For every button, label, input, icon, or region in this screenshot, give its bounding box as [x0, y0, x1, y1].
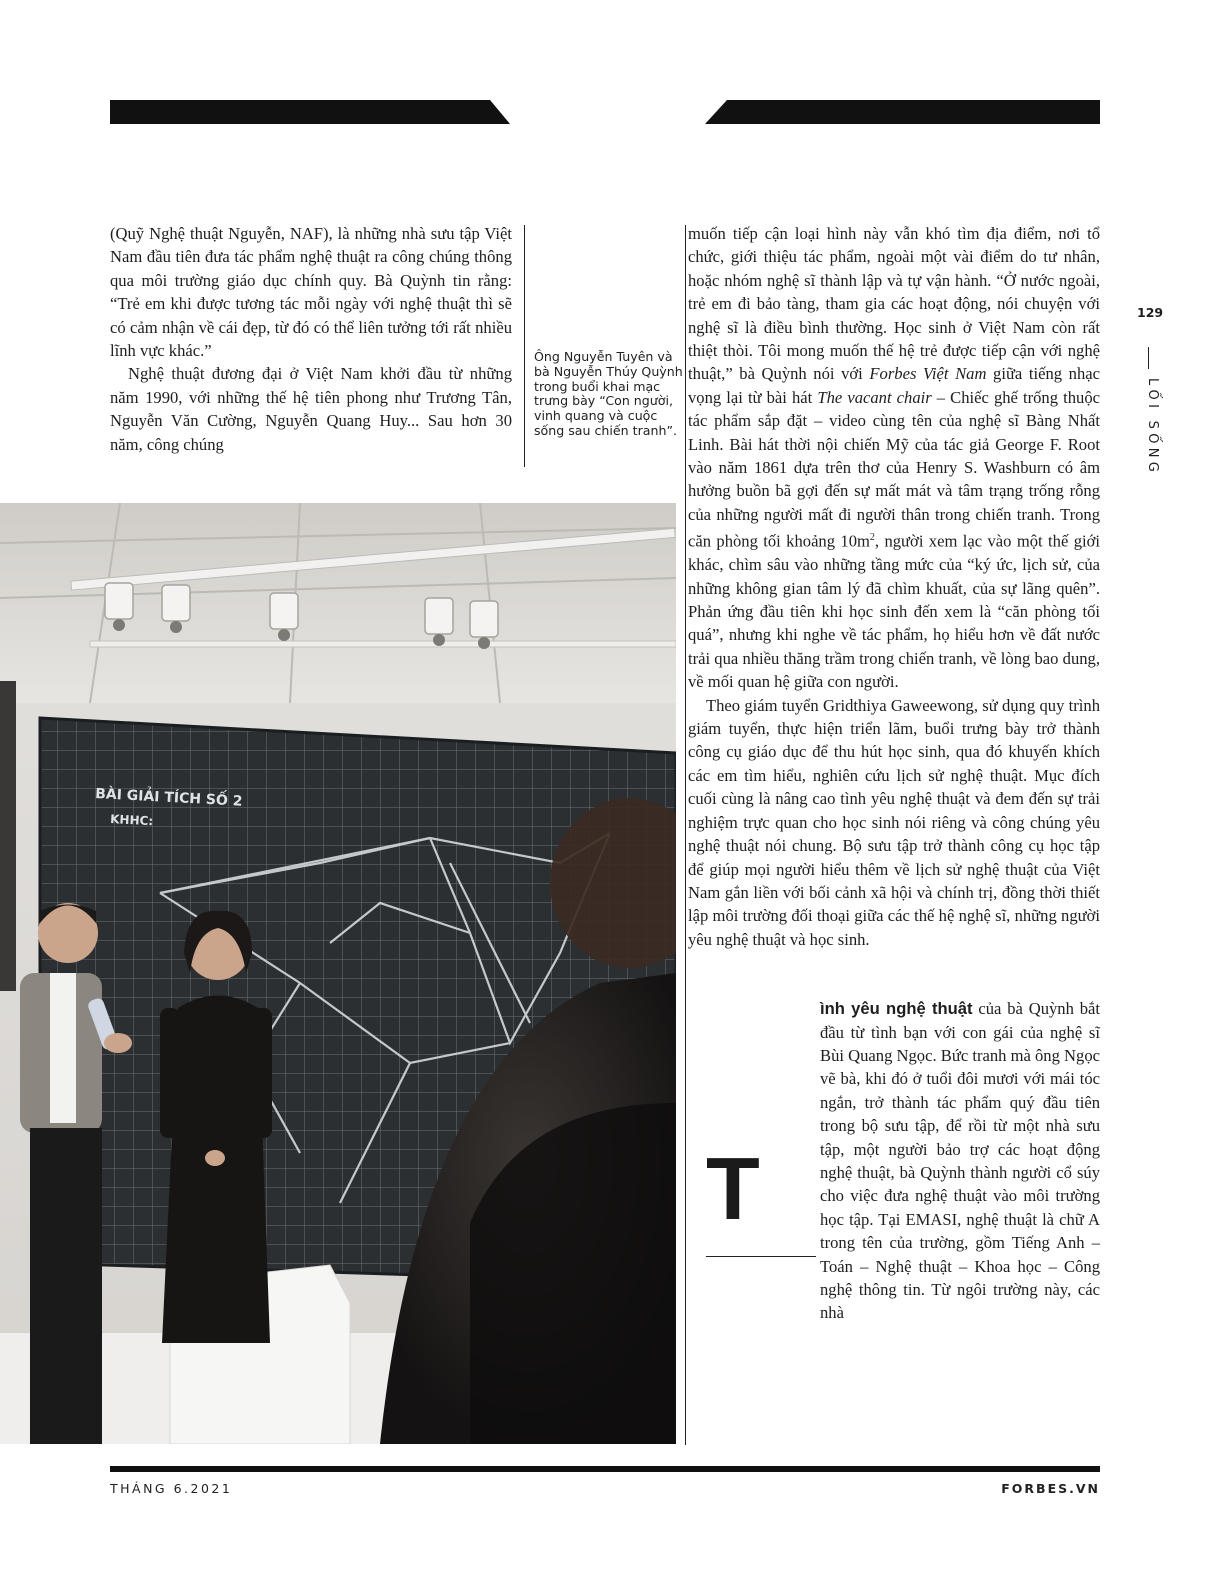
song-title: The vacant chair [817, 387, 932, 407]
right-paragraph-2: Theo giám tuyển Gridthiya Gaweewong, sử dụng quy trình giám tuyển, thực hiện triển lãm, buổi trưng bày trở thành công cụ giáo dục để thu hút học sinh, qua đó khuyến khích các em tìm hiểu, nghiên cứu lịch sử nghệ thuật. Mục đích cuối cùng là nâng cao tình yêu nghệ thuật và đem đến sự trải nghiệm trực quan cho học sinh nói riêng và công chúng yêu nghệ thuật nói chung. Bộ sưu tập trở thành công cụ học tập để giúp mọi người hiểu thêm về lịch sử nghệ thuật của Việt Nam gắn liền với bối cảnh xã hội và chính trị, đồng thời thiết lập môi trường đối thoại giữa các thế hệ nghệ sĩ, những người yêu nghệ thuật và học sinh. [688, 695, 1100, 949]
photo-caption: Ông Nguyễn Tuyên và bà Nguyễn Thúy Quỳnh trong buổi khai mạc trưng bày “Con người, vinh quang và cuộc sống sau chiến tranh”. [534, 349, 683, 438]
board-heading: BÀI GIẢI TÍCH SỐ 2 [94, 786, 243, 810]
issue-date: THÁNG 6.2021 [110, 1481, 233, 1496]
footer-rule [110, 1466, 1100, 1472]
site-url: FORBES.VN [1001, 1481, 1100, 1496]
right-paragraph-1-part-d: , người xem lạc vào một thế giới khác, chìm sâu vào những tầng mức của “ký ức, lịch sử, của những không gian tâm lý đã chìm khuất, của sự lãng quên”. Phản ứng đầu tiên khi học sinh đến xem là “căn phòng tối quá”, nhưng khi nghe về tác phẩm, họ hiểu hơn về đất nước trải qua nhiều thăng trầm trong chiến tranh, về lòng bao dung, về mối quan hệ giữa con người. [688, 531, 1100, 692]
board-subheading: KHHC: [109, 812, 154, 829]
right-paragraph-1 [688, 222, 1100, 694]
drop-cap-block [700, 1139, 820, 1260]
drop-cap-rule [706, 1256, 816, 1257]
column-divider [685, 225, 686, 1445]
header-bar-right [705, 100, 1100, 124]
right-paragraph-3-body: của bà Quỳnh bắt đầu từ tình bạn với con gái của nghệ sĩ Bùi Quang Ngọc. Bức tranh mà ông Ngọc vẽ bà, khi đó ở tuổi đôi mươi với mái tóc ngắn, trở thành tác phẩm quý đầu tiên trong bộ sưu tập, để rồi từ một nhà sưu tập, một người bảo trợ các hoạt động nghệ thuật, bà Quỳnh thành người cổ súy cho việc đưa nghệ thuật vào môi trường học tập. Tại EMASI, nghệ thuật là chữ A trong tên của trường, gồm Tiếng Anh – Toán – Nghệ thuật – Khoa học – Công nghệ thông tin. Từ ngôi trường này, các nhà [820, 999, 1100, 1323]
caption-divider [524, 225, 525, 467]
right-paragraph-1-part-c: – Chiếc ghế trống thuộc tác phẩm sắp đặt – video cùng tên của nghệ sĩ Bàng Nhất Linh. Bài hát thời nội chiến Mỹ của tác giả George F. Root vào năm 1861 dựa trên thơ của Henry S. Washburn có âm hưởng buồn bã gợi đến sự mất mát và tâm trạng trống rỗng của những người mất đi người thân trong chiến tranh. Trong căn phòng tối khoảng 10m [688, 387, 1100, 551]
left-paragraph-1: (Quỹ Nghệ thuật Nguyễn, NAF), là những nhà sưu tập Việt Nam đầu tiên đưa tác phẩm nghệ thuật ra công chúng thông qua môi trường giáo dục chính quy. Bà Quỳnh tin rằng: “Trẻ em khi được tương tác mỗi ngày với nghệ thuật thì sẽ có cảm nhận về cái đẹp, từ đó có thể liên tưởng tới rất nhiều lĩnh vực khác.” [110, 224, 512, 361]
left-text-column [110, 222, 512, 456]
drop-cap: T [706, 1139, 760, 1238]
sidebar-divider [1148, 347, 1149, 369]
right-paragraph-1-part-a: muốn tiếp cận loại hình này vẫn khó tìm địa điểm, nơi tổ chức, giới thiệu tác phẩm, ngoài một vài điểm do tư nhân, hoặc nhóm nghệ sĩ thành lập và tự vận hành. “Ở nước ngoài, trẻ em đi bảo tàng, tham gia các hoạt động, nói chuyện với nghệ sĩ là điều bình thường. Học sinh ở Việt Nam còn rất thiệt thòi. Tôi mong muốn thế hệ trẻ được tiếp cận với nghệ thuật,” bà Quỳnh nói với [688, 224, 1100, 384]
page-number: 129 [1137, 305, 1164, 320]
event-photo [0, 503, 676, 1444]
magazine-name: Forbes Việt Nam [869, 364, 987, 384]
area-superscript: 2 [869, 532, 875, 544]
left-paragraph-2: Nghệ thuật đương đại ở Việt Nam khởi đầu từ những năm 1990, với những thế hệ tiên phong như Trương Tân, Nguyễn Văn Cường, Nguyễn Quang Huy... Sau hơn 30 năm, công chúng [110, 364, 512, 454]
right-paragraph-1-part-b: giữa tiếng nhạc vọng lại từ bài hát [688, 364, 1100, 407]
lead-in-bold: ình yêu nghệ thuật [820, 999, 973, 1019]
section-label: LỐI SỐNG [1145, 378, 1160, 477]
header-bar-left [110, 100, 510, 124]
